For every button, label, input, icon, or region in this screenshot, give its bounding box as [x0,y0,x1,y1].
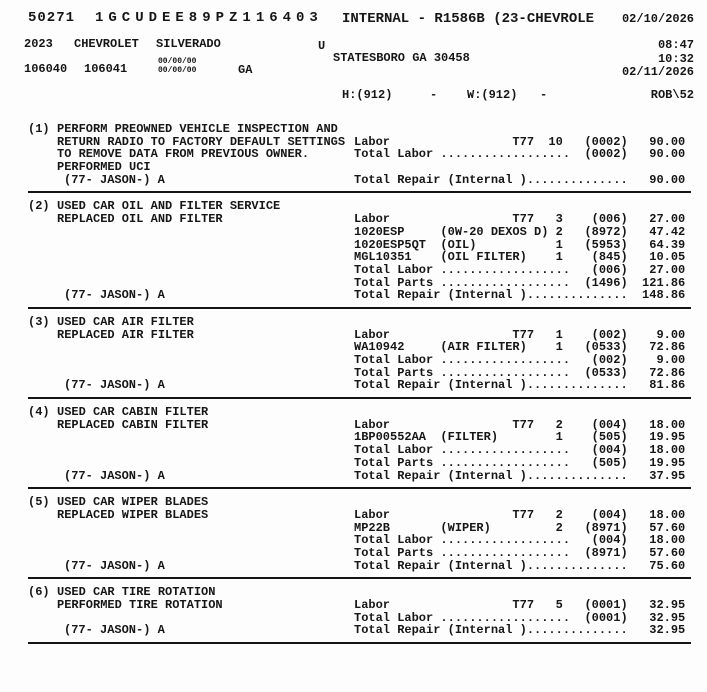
part-line: MP22B (WIPER) 2 (8971) 57.60 [354,520,686,535]
ro-row [0,354,707,367]
tech-line: (77- JASON-) A [64,288,165,303]
flag-code: U [318,39,326,53]
op-description: PERFORM PREOWNED VEHICLE INSPECTION AND [57,122,338,136]
labor-line: Labor T77 5 (0001) 32.95 [354,598,686,612]
total-repair-line: Total Repair (Internal ).............. 32.95 [354,623,686,638]
ro-row [0,289,707,302]
total-repair-line: Total Repair (Internal ).............. 81.86 [354,378,686,393]
small-date-2: 00/00/00 [158,66,197,75]
mileage-in: 106040 [24,62,68,76]
total-line: Total Labor .................. (002) 9.00 [354,353,686,367]
vehicle-model: SILVERADO [156,37,221,51]
tech-line: (77- JASON-) A [64,378,165,393]
ro-row [0,509,707,522]
labor-line: Labor T77 2 (004) 18.00 [354,417,686,432]
total-repair-line: Total Repair (Internal ).............. 90.00 [354,172,686,187]
op-description: PERFORMED UCI [57,160,151,175]
ro-row [0,251,707,264]
small-date-1: 00/00/00 [158,57,197,66]
ro-row [0,599,707,612]
ro-section-4 [0,399,707,487]
total-line: Total Parts .................. (8971) 57.60 [354,545,686,560]
total-repair-line: Total Repair (Internal ).............. 37.95 [354,468,686,483]
work-phone-dash: - [540,88,548,102]
op-number: (4) [28,405,50,420]
ro-row [0,316,707,329]
vehicle-make: CHEVROLET [74,37,139,51]
ro-section-6 [0,579,707,642]
ro-row [0,174,707,187]
op-description: USED CAR AIR FILTER [57,314,194,329]
operations-list [0,116,707,644]
total-line: Total Labor .................. (0001) 32.95 [354,610,686,625]
ro-row [0,161,707,174]
op-description: RETURN RADIO TO FACTORY DEFAULT SETTINGS [57,134,346,149]
ro-row [0,624,707,637]
total-line: Total Labor .................. (004) 18.00 [354,443,686,458]
total-line: Total Labor .................. (004) 18.00 [354,533,686,548]
op-description: USED CAR WIPER BLADES [57,495,209,510]
ro-section-5 [0,489,707,577]
part-line: 1020ESP5QT (OIL) 1 (5953) 64.39 [354,237,686,252]
tech-line: (77- JASON-) A [64,623,165,638]
time-1: 08:47 [657,38,694,52]
advisor-code: ROB\52 [650,88,694,102]
op-description: USED CAR CABIN FILTER [57,405,209,420]
tech-line: (77- JASON-) A [64,558,165,573]
labor-line: Labor T77 10 (0002) 90.00 [354,134,686,149]
ro-row [0,264,707,277]
ro-section-1 [0,116,707,191]
op-description: REPLACED AIR FILTER [57,327,194,342]
mileage-out: 106041 [84,62,128,76]
part-line: 1BP00552AA (FILTER) 1 (505) 19.95 [354,430,686,445]
labor-line: Labor T77 3 (006) 27.00 [354,212,686,227]
total-repair-line: Total Repair (Internal ).............. 75.60 [354,558,686,573]
ro-row [0,406,707,419]
doc-type-title: INTERNAL - R1586B (23-CHEVROLE [342,11,595,27]
op-description: REPLACED CABIN FILTER [57,417,209,432]
ro-row [0,213,707,226]
total-line: Total Parts .................. (0533) 72.86 [354,365,686,380]
ro-section-2 [0,193,707,307]
close-date: 02/11/2026 [621,65,694,79]
tech-line: (77- JASON-) A [64,468,165,483]
total-line: Total Labor .................. (006) 27.00 [354,262,686,277]
op-description: USED CAR TIRE ROTATION [57,585,216,600]
total-repair-line: Total Repair (Internal ).............. 148.86 [354,288,686,303]
total-line: Total Parts .................. (505) 19.95 [354,455,686,470]
home-phone-dash: - [430,88,438,102]
op-description: USED CAR OIL AND FILTER SERVICE [57,199,281,214]
ro-number: 50271 [28,10,76,26]
home-phone: H:(912) [342,88,393,102]
total-line: Total Labor .................. (0002) 90.00 [354,147,686,162]
ro-row [0,496,707,509]
time-2: 10:32 [657,52,694,66]
op-number: (3) [28,314,50,329]
vin: 1GCUDEE89PZ116403 [95,10,323,26]
ro-section-3 [0,309,707,397]
op-description: REPLACED OIL AND FILTER [57,212,223,227]
customer-city-state-zip: STATESBORO GA 30458 [333,51,470,65]
op-number: (5) [28,495,50,510]
work-phone: W:(912) [467,88,518,102]
ro-row [0,379,707,392]
op-number: (6) [28,585,50,600]
ro-row [0,123,707,136]
open-date: 02/10/2026 [621,12,694,26]
part-line: MGL10351 (OIL FILTER) 1 (845) 10.05 [354,250,686,265]
ro-row [0,444,707,457]
ro-row [0,457,707,470]
op-number: (1) [28,122,50,136]
labor-line: Labor T77 2 (004) 18.00 [354,507,686,522]
ro-row [0,560,707,573]
document-header [0,0,707,116]
section-divider [28,642,691,644]
ro-row [0,470,707,483]
tech-line: (77- JASON-) A [64,172,165,187]
part-line: WA10942 (AIR FILTER) 1 (0533) 72.86 [354,340,686,355]
total-line: Total Parts .................. (1496) 121.86 [354,275,686,290]
op-number: (2) [28,199,50,214]
vehicle-year: 2023 [24,37,53,51]
state-code: GA [238,63,253,77]
ro-row [0,226,707,239]
part-line: 1020ESP (0W-20 DEXOS D) 2 (8972) 47.42 [354,224,686,239]
op-description: PERFORMED TIRE ROTATION [57,598,223,612]
op-description: REPLACED WIPER BLADES [57,507,209,522]
labor-line: Labor T77 1 (002) 9.00 [354,327,686,342]
ro-row [0,547,707,560]
op-description: TO REMOVE DATA FROM PREVIOUS OWNER. [57,147,310,162]
